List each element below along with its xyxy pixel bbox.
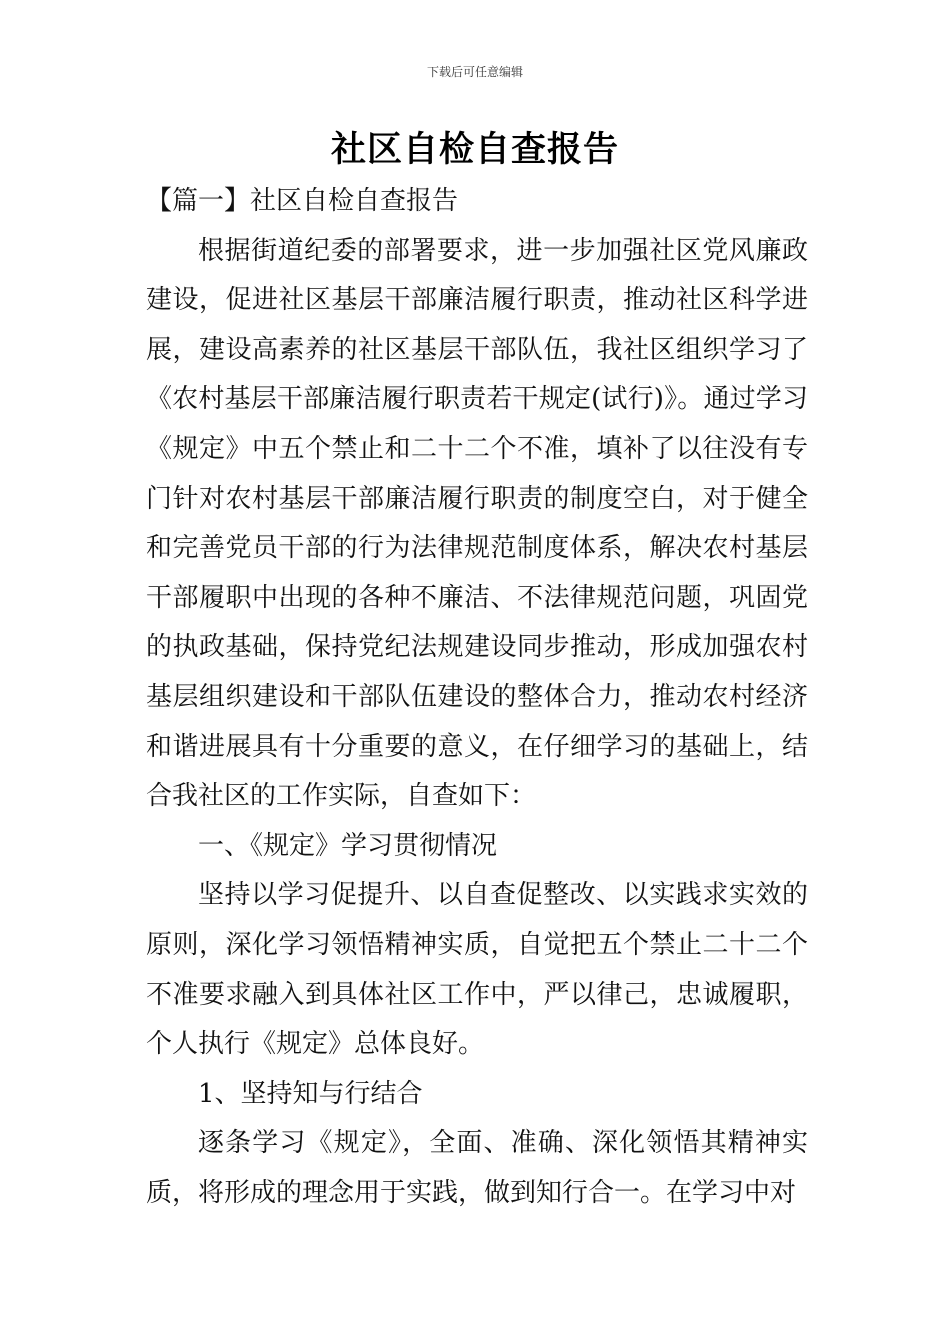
- section-heading: 【篇一】社区自检自查报告: [146, 186, 459, 216]
- subsection-heading: 1、坚持知与行结合: [198, 1078, 423, 1109]
- document-body: [146, 177, 808, 1218]
- body-paragraph: 坚持以学习促提升、以自查促整改、以实践求实效的原则，深化学习领悟精神实质，自觉把五个禁止二十二个不准要求融入到具体社区工作中，严以律己，忠诚履职，个人执行《规定》总体良好。: [146, 880, 808, 1060]
- document-title: 社区自检自查报告: [330, 130, 619, 170]
- body-paragraph: 根据街道纪委的部署要求，进一步加强社区党风廉政建设，促进社区基层干部廉洁履行职责，推动社区科学进展，建设高素养的社区基层干部队伍，我社区组织学习了《农村基层干部廉洁履行职责若干规定(试行)》。通过学习《规定》中五个禁止和二十二个不准，填补了以往没有专门针对农村基层干部廉洁履行职责的制度空白，对于健全和完善党员干部的行为法律规范制度体系，解决农村基层干部履职中出现的各种不廉洁、不法律规范问题，巩固党的执政基础，保持党纪法规建设同步推动，形成加强农村基层组织建设和干部队伍建设的整体合力，推动农村经济和谐进展具有十分重要的意义，在仔细学习的基础上，结合我社区的工作实际，自查如下：: [146, 235, 808, 812]
- body-paragraph: 逐条学习《规定》，全面、准确、深化领悟其精神实质，将形成的理念用于实践，做到知行合一。在学习中对: [146, 1128, 808, 1208]
- header-note: 下载后可任意编辑: [426, 65, 523, 79]
- subsection-heading: 一、《规定》学习贯彻情况: [198, 830, 498, 861]
